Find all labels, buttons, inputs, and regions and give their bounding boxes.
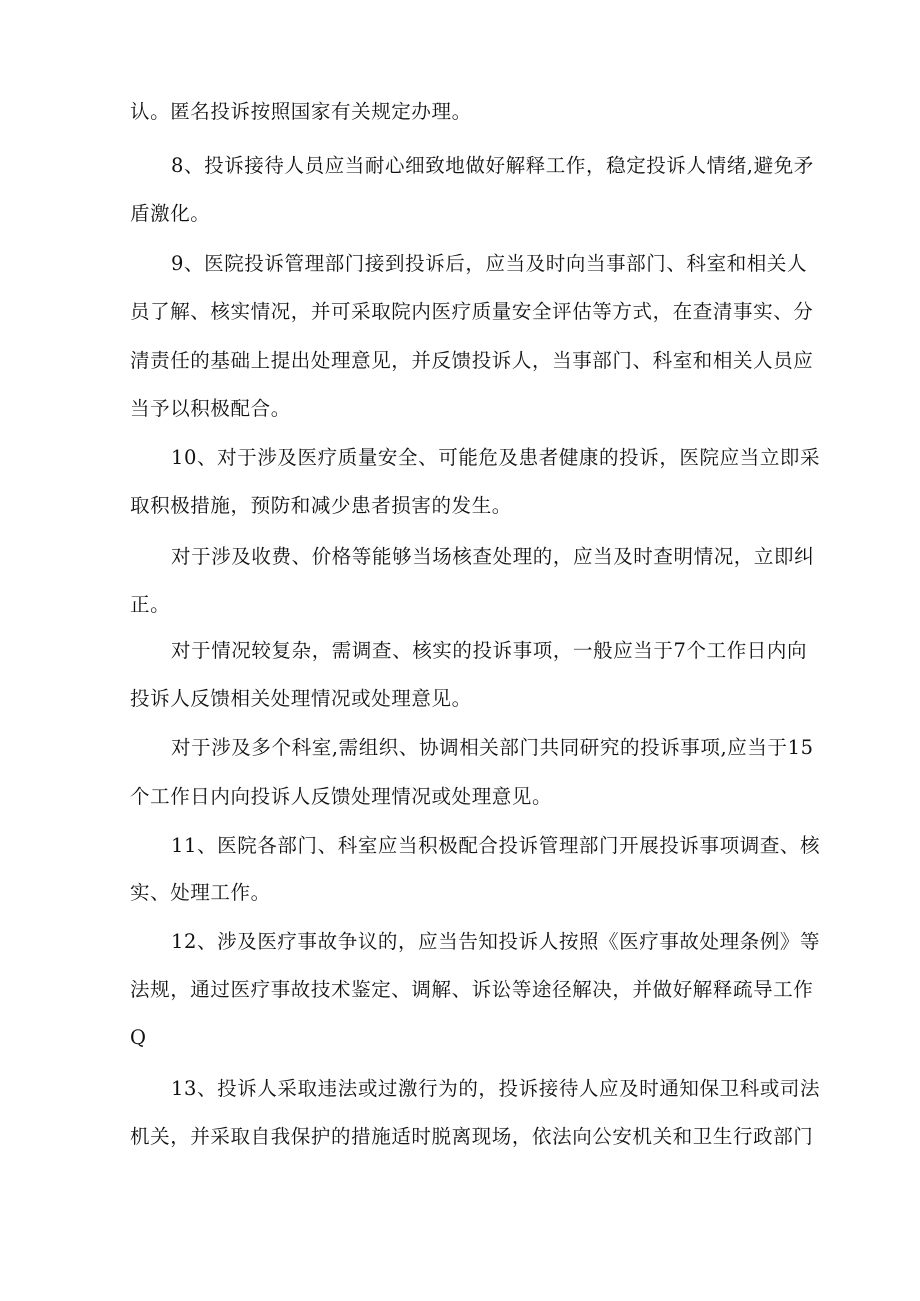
- text-line: 法规，通过医疗事故技术鉴定、调解、诉讼等途径解决，并做好解释疏导工作: [130, 978, 814, 1001]
- text-line: 对于涉及收费、价格等能够当场核查处理的，应当及时查明情况，立即纠: [171, 545, 815, 568]
- text-line: 对于情况较复杂，需调查、核实的投诉事项，一般应当于7个工作日内向: [171, 639, 808, 662]
- text-line: 12、涉及医疗事故争议的，应当告知投诉人按照《医疗事故处理条例》等: [171, 930, 821, 953]
- text-line: 取积极措施，预防和减少患者损害的发生。: [130, 494, 512, 517]
- text-line: 8、投诉接待人员应当耐心细致地做好解释工作，稳定投诉人情绪,避免矛: [171, 154, 814, 177]
- text-line: 机关，并采取自我保护的措施适时脱离现场，依法向公安机关和卫生行政部门: [130, 1125, 814, 1148]
- text-line: Q: [130, 1026, 147, 1049]
- text-line: 11、医院各部门、科室应当积极配合投诉管理部门开展投诉事项调查、核: [171, 834, 821, 857]
- text-line: 当予以积极配合。: [130, 397, 291, 420]
- text-line: 认。匿名投诉按照国家有关规定办理。: [130, 100, 472, 123]
- text-line: 个工作日内向投诉人反馈处理情况或处理意见。: [130, 785, 553, 808]
- text-line: 投诉人反馈相关处理情况或处理意见。: [130, 687, 472, 710]
- text-line: 10、对于涉及医疗质量安全、可能危及患者健康的投诉，医院应当立即采: [171, 446, 821, 469]
- text-line: 正。: [130, 593, 171, 616]
- text-line: 清责任的基础上提出处理意见，并反馈投诉人，当事部门、科室和相关人员应: [130, 349, 814, 372]
- text-line: 实、处理工作。: [130, 881, 271, 904]
- text-line: 对于涉及多个科室,需组织、协调相关部门共同研究的投诉事项,应当于15: [171, 736, 814, 759]
- text-line: 9、医院投诉管理部门接到投诉后，应当及时向当事部门、科室和相关人: [171, 252, 808, 275]
- text-line: 盾激化。: [130, 202, 211, 225]
- text-line: 13、投诉人采取违法或过激行为的，投诉接待人应及时通知保卫科或司法: [171, 1077, 821, 1100]
- text-line: 员了解、核实情况，并可采取院内医疗质量安全评估等方式，在查清事实、分: [130, 300, 814, 323]
